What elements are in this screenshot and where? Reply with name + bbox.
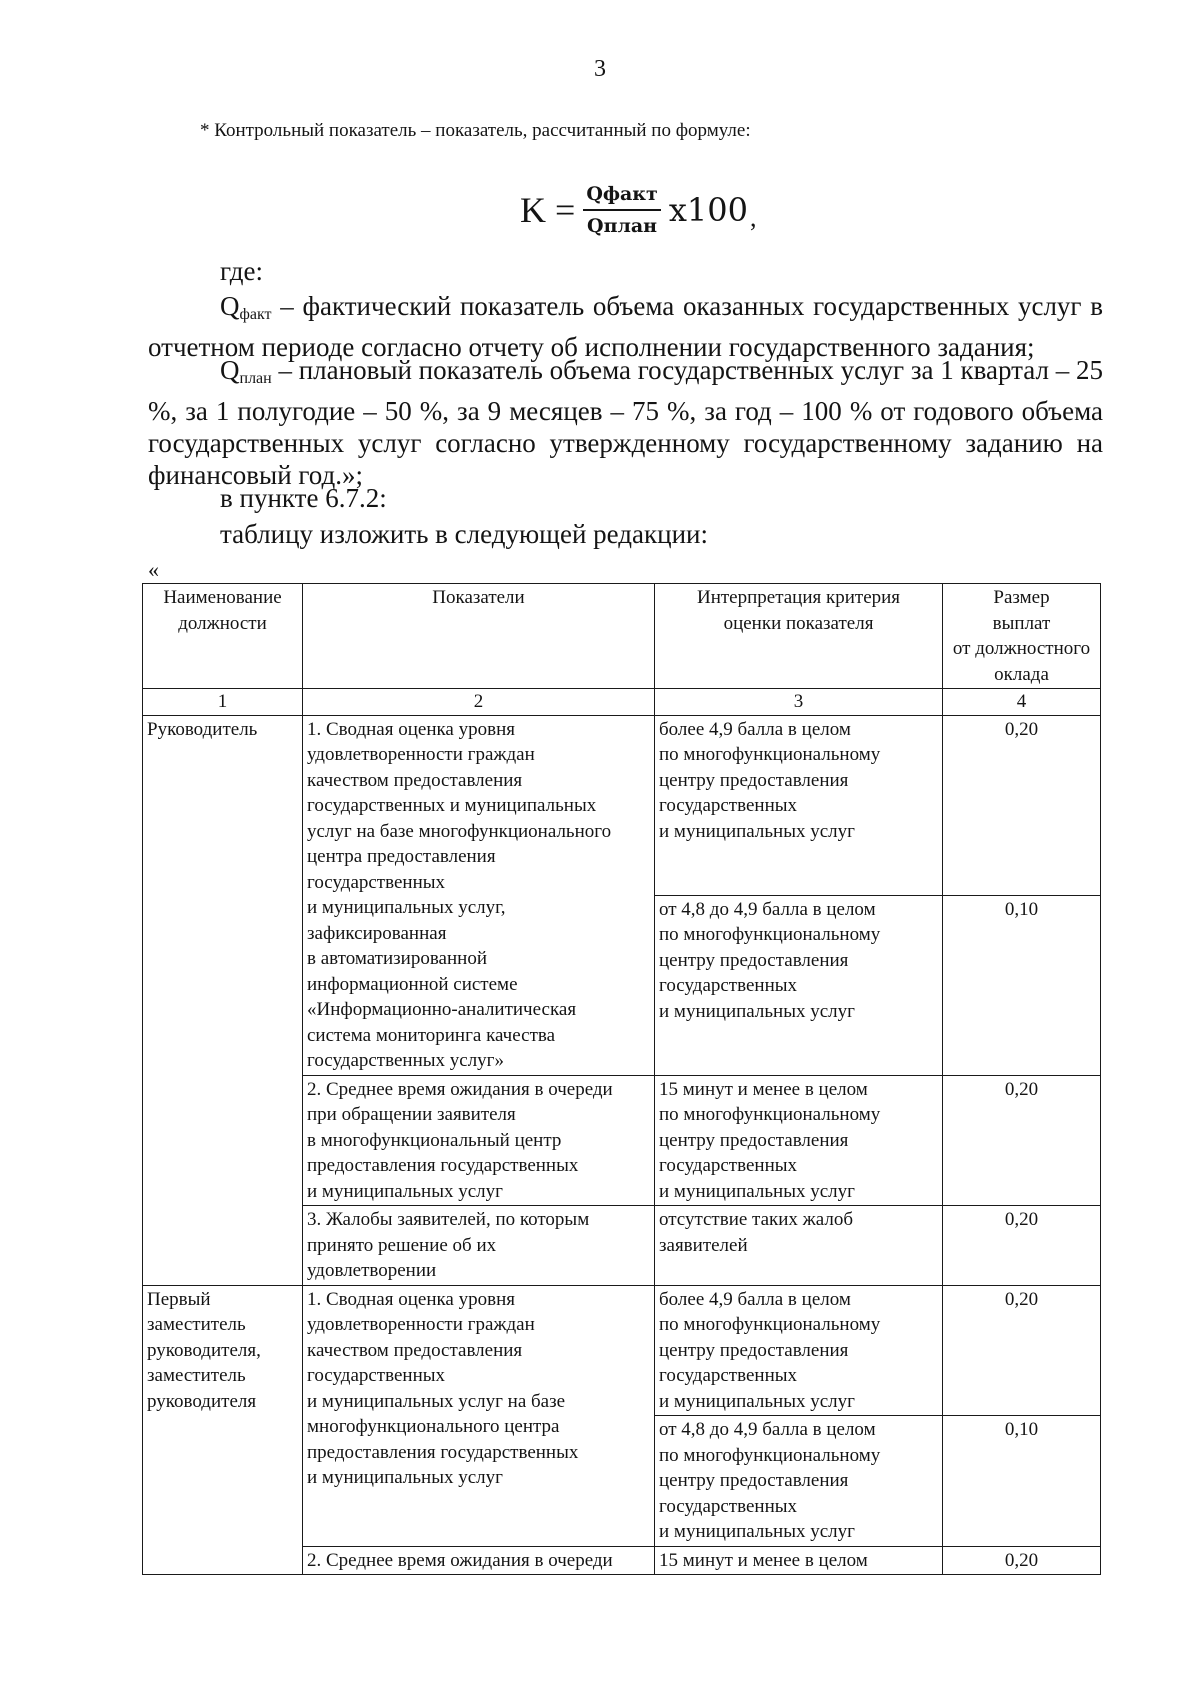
payment-value-cell: 0,10 [943,1416,1101,1547]
qfact-subscript: факт [239,306,272,323]
criteria-table [142,583,1101,1575]
column-number: 3 [655,689,943,716]
qplan-symbol: Q [220,355,240,385]
payment-value-cell: 0,20 [943,1206,1101,1286]
indicator-cell: 1. Сводная оценка уровня удовлетворенности граждан качеством предоставления государственных и муниципальных услуг на базе многофункционального центра предоставления государственных и муниципальных услуг [303,1285,655,1546]
indicator-cell: 2. Среднее время ожидания в очереди при обращении заявителя в многофункциональный центр предоставления государственных и муниципальных услуг [303,1075,655,1206]
formula-multiplier: x100 [668,191,748,229]
indicator-cell: 2. Среднее время ожидания в очереди [303,1546,655,1575]
formula-numerator: Qфакт [583,183,661,211]
criteria-cell: более 4,9 балла в целом по многофункциональному центру предоставления государственных и муниципальных услуг [655,715,943,895]
qplan-definition [148,354,1103,491]
qplan-subscript: план [239,370,272,387]
opening-quote: « [148,557,159,582]
payment-value-cell: 0,20 [943,1285,1101,1416]
table-instruction: таблицу изложить в следующей редакции: [220,519,708,549]
criteria-cell: 15 минут и менее в целом по многофункциональному центру предоставления государственных и муниципальных услуг [655,1075,943,1206]
column-number: 2 [303,689,655,716]
table-row [143,715,1101,895]
header-indicators: Показатели [303,584,655,689]
payment-value-cell: 0,20 [943,715,1101,895]
header-payment-size: Размер выплат от должностного оклада [943,584,1101,689]
formula-denominator: Qплан [587,215,658,237]
qplan-text: – плановый показатель объема государственных услуг за 1 квартал – 25 %, за 1 полугодие – 50 %, за 9 месяцев – 75 %, за год – 100 % от годового объема государственных услуг согласно утвержденному государственному заданию на финансовый год.»; [148,355,1103,490]
formula-fraction [583,183,661,237]
clause-reference: в пункте 6.7.2: [220,483,387,513]
criteria-cell: 15 минут и менее в целом [655,1546,943,1575]
criteria-cell: отсутствие таких жалоб заявителей [655,1206,943,1286]
table-row [143,1285,1101,1416]
where-label: где: [220,256,263,286]
formula-lhs: K = [520,190,576,230]
qfact-symbol: Q [220,291,240,321]
criteria-cell: от 4,8 до 4,9 балла в целом по многофункциональному центру предоставления государственных и муниципальных услуг [655,1416,943,1547]
page-number: 3 [594,56,606,82]
column-number: 1 [143,689,303,716]
payment-value-cell: 0,10 [943,895,1101,1075]
indicator-cell: 1. Сводная оценка уровня удовлетворенности граждан качеством предоставления государственных и муниципальных услуг на базе многофункционального центра предоставления государственных и муниципальных услуг, зафиксированная в автоматизированной информационной системе «Информационно-аналитическая система мониторинга качества государственных услуг» [303,715,655,1075]
header-position: Наименование должности [143,584,303,689]
column-numbers-row [143,689,1101,716]
header-criteria: Интерпретация критерия оценки показателя [655,584,943,689]
formula-comma: , [749,203,757,232]
column-number: 4 [943,689,1101,716]
position-cell: Руководитель [143,715,303,1285]
position-cell: Первый заместитель руководителя, заместитель руководителя [143,1285,303,1575]
qfact-definition [148,290,1103,363]
qfact-text: – фактический показатель объема оказанных государственных услуг в отчетном периоде согласно отчету об исполнении государственного задания; [148,291,1103,362]
footnote-text: * Контрольный показатель – показатель, рассчитанный по формуле: [200,120,751,141]
indicator-cell: 3. Жалобы заявителей, по которым принято решение об их удовлетворении [303,1206,655,1286]
payment-value-cell: 0,20 [943,1546,1101,1575]
table-header-row [143,584,1101,689]
criteria-cell: от 4,8 до 4,9 балла в целом по многофункциональному центру предоставления государственных и муниципальных услуг [655,895,943,1075]
formula [520,175,756,245]
payment-value-cell: 0,20 [943,1075,1101,1206]
criteria-cell: более 4,9 балла в целом по многофункциональному центру предоставления государственных и муниципальных услуг [655,1285,943,1416]
